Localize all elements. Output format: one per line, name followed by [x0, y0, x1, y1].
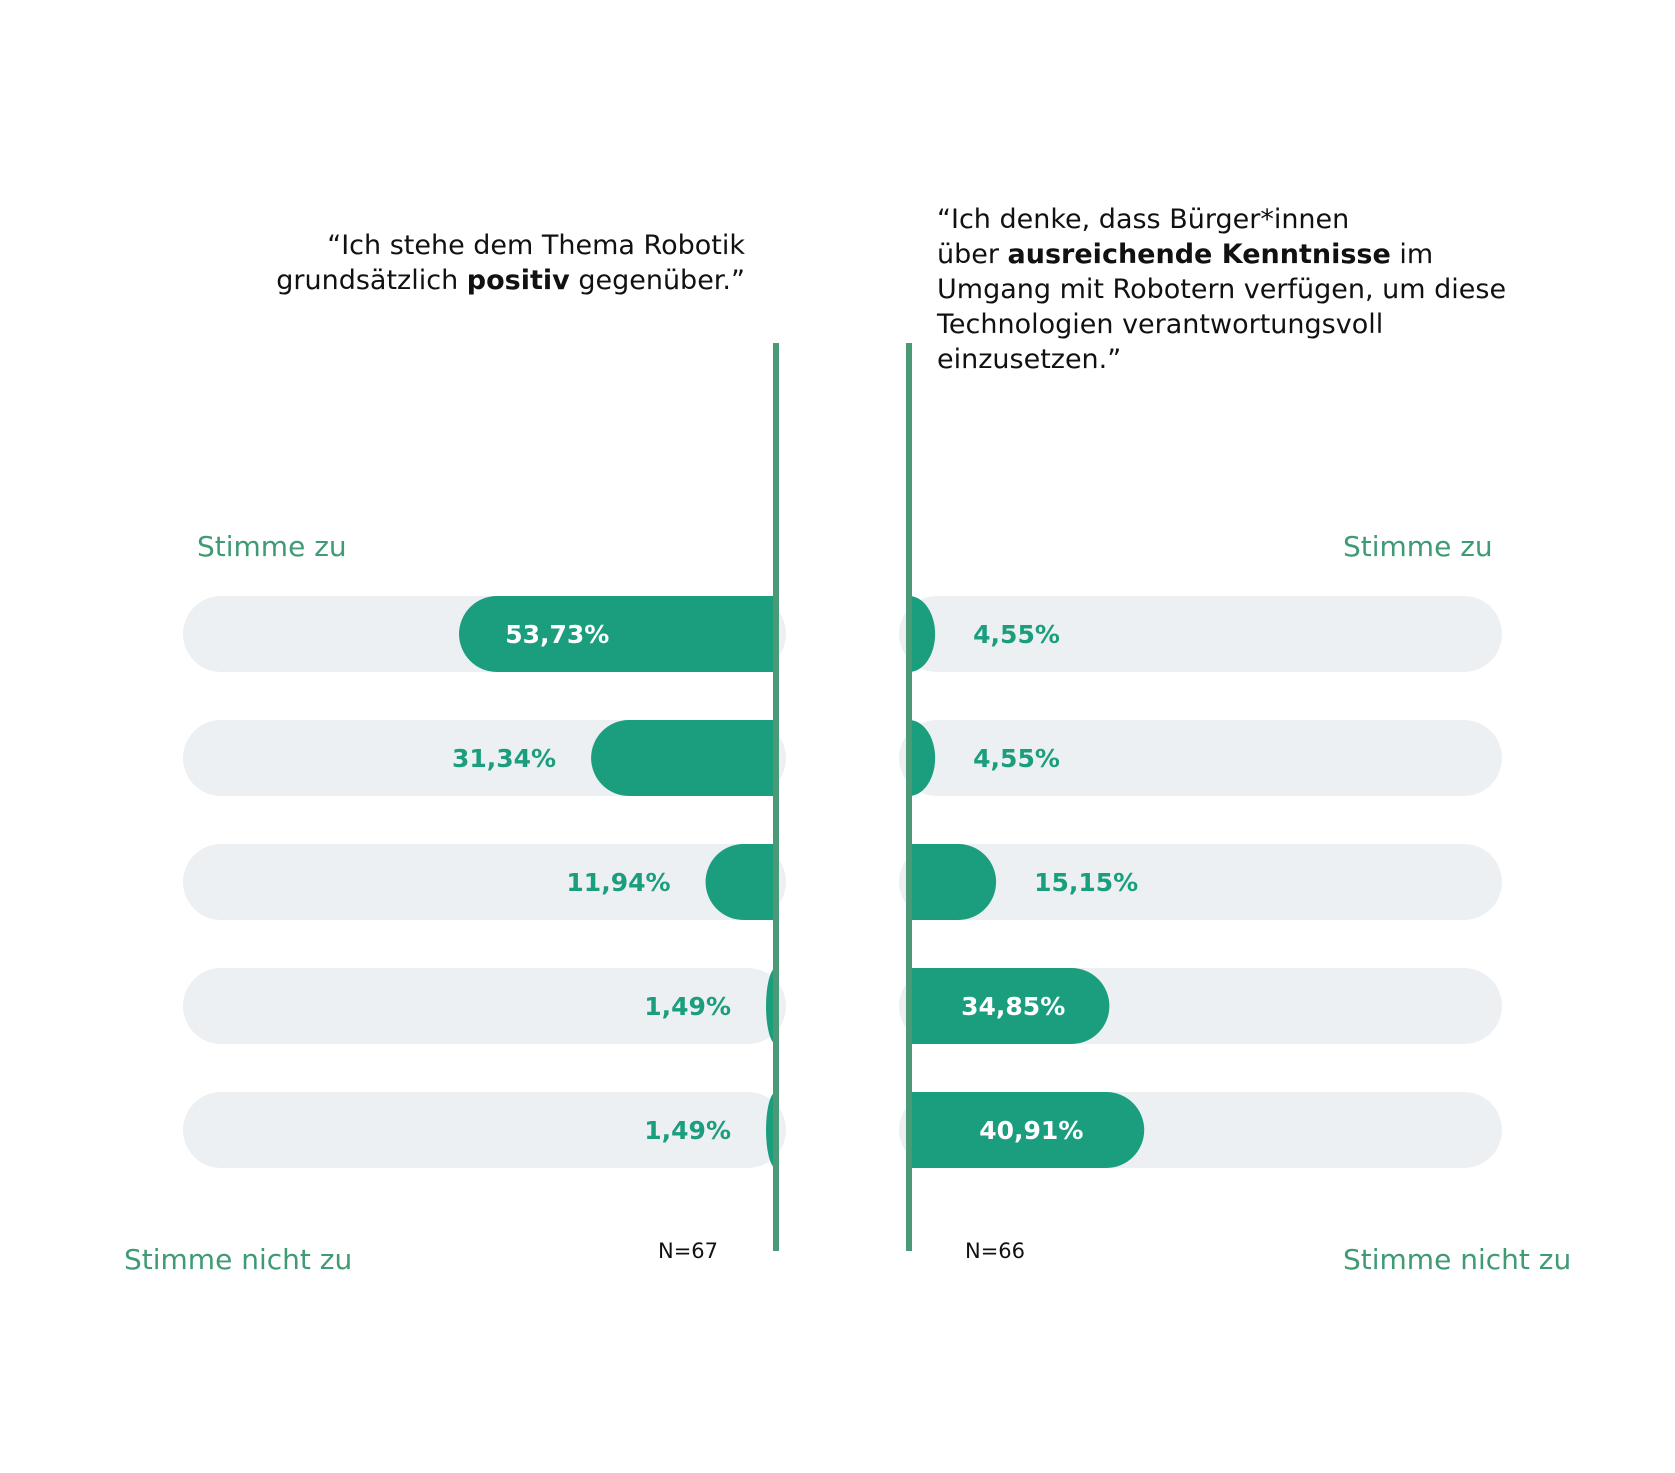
left-quote-keyword: positiv: [466, 265, 570, 296]
right-bar-label-2: 4,55%: [973, 744, 1060, 773]
right-quote-line-5: einzusetzen.”: [937, 344, 1122, 375]
left-agree-label: Stimme zu: [197, 530, 347, 563]
left-bar-label-4: 1,49%: [644, 992, 731, 1021]
right-bar-label-4: 34,85%: [961, 992, 1066, 1021]
left-bar-label-1: 53,73%: [505, 620, 610, 649]
left-quote-line-2-post: gegenüber.”: [569, 265, 745, 296]
right-sample-size: N=66: [965, 1239, 1026, 1263]
right-quote-line-2-post: im: [1390, 239, 1434, 270]
left-track-3: [183, 844, 786, 920]
right-quote-keyword: ausreichende Kenntnisse: [1007, 239, 1391, 270]
left-disagree-label: Stimme nicht zu: [124, 1243, 353, 1276]
right-bar-label-5: 40,91%: [979, 1116, 1084, 1145]
left-sample-size: N=67: [658, 1239, 719, 1263]
left-quote-line-1: “Ich stehe dem Thema Robotik: [327, 230, 745, 261]
right-disagree-label: Stimme nicht zu: [1343, 1243, 1572, 1276]
left-bar-label-2: 31,34%: [451, 744, 557, 773]
right-quote-line-1: “Ich denke, dass Bürger*innen: [937, 204, 1350, 235]
left-bar-label-5: 1,49%: [644, 1116, 731, 1145]
right-quote-line-4: Technologien verantwortungsvoll: [937, 309, 1384, 340]
left-axis-line: [773, 343, 779, 1251]
right-agree-label: Stimme zu: [1343, 530, 1493, 563]
right-axis-line: [906, 343, 912, 1251]
right-bar-label-3: 15,15%: [1034, 868, 1139, 897]
right-bar-3: [909, 844, 996, 920]
right-quote-line-2-pre: über: [937, 239, 1008, 270]
right-bar-label-1: 4,55%: [973, 620, 1060, 649]
left-bar-2: [591, 720, 776, 796]
right-quote-line-3: Umgang mit Robotern verfügen, um diese: [937, 274, 1507, 305]
left-bar-label-3: 11,94%: [566, 868, 671, 897]
left-quote-line-2-pre: grundsätzlich: [276, 265, 467, 296]
